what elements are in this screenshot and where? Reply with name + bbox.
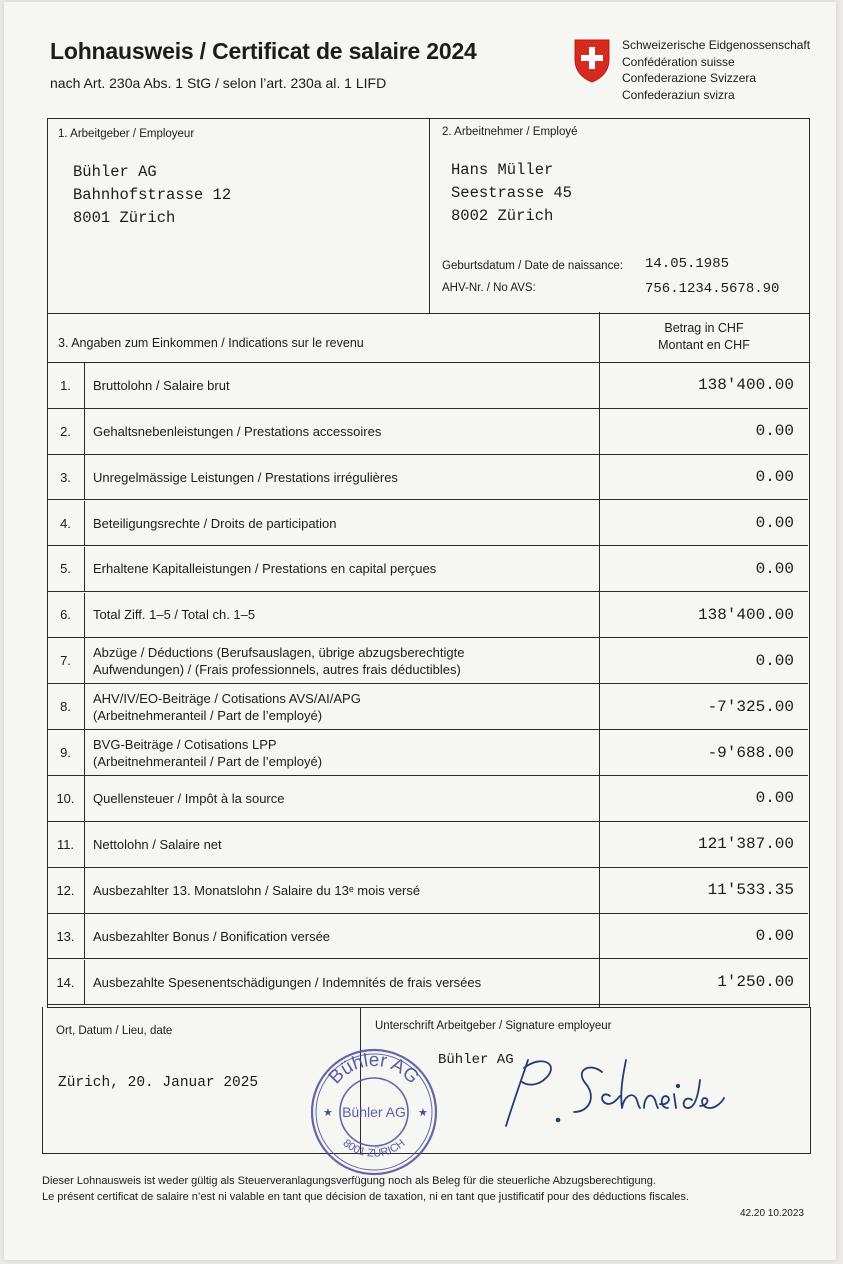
income-row-amount: 0.00 [755,789,794,808]
income-row-number: 7. [47,638,85,683]
income-section-label: 3. Angaben zum Einkommen / Indications sur le revenu [58,336,364,350]
income-row [47,638,808,684]
income-row-number: 10. [47,776,85,821]
employer-name: Bühler AG [73,163,157,181]
income-row-number: 8. [47,684,85,729]
income-row-description [93,684,588,729]
confederation-name-rm: Confederaziun svizra [622,87,735,102]
income-row-description [93,363,588,408]
income-row-description [93,547,588,592]
income-row-description-line: Erhaltene Kapitalleistungen / Prestations en capital perçues [93,561,437,577]
income-row-number: 11. [47,822,85,867]
amount-header-de: Betrag in CHF [664,321,744,335]
income-row-amount: 138'400.00 [697,376,794,395]
income-row-description-line: Unregelmässige Leistungen / Prestations irrégulières [93,469,398,485]
employer-street: Bahnhofstrasse 12 [73,186,232,204]
legal-notice-fr: Le présent certificat de salaire n’est ni valable en tant que décision de taxation, ni en tant que justificatif pour des déductions fiscales. [42,1190,689,1203]
income-row-description-line: Gehaltsnebenleistungen / Prestations accessoires [93,423,382,439]
stamp-star-left-icon: ★ [323,1107,333,1119]
income-row-description-line: Beteiligungsrechte / Droits de participation [93,515,337,531]
income-row-amount: 0.00 [755,422,794,441]
ahv-label: AHV-Nr. / No AVS: [442,282,536,294]
confederation-names [622,37,810,103]
birthdate-value: 14.05.1985 [645,256,730,272]
stamp-center-text: Bühler AG [342,1104,406,1120]
income-row-description-line: Total Ziff. 1–5 / Total ch. 1–5 [93,607,256,623]
amount-column-header [600,320,808,354]
employer-address [73,161,231,230]
signature-label: Unterschrift Arbeitgeber / Signature employeur [375,1020,612,1032]
company-stamp [306,1044,442,1180]
income-row-number: 3. [47,455,85,500]
employee-city: 8002 Zürich [451,207,554,225]
income-row-amount: 11'533.35 [707,881,794,900]
income-row [47,547,808,593]
income-row-description-line: (Arbeitnehmeranteil / Part de l’employé) [93,753,323,769]
income-row-description [93,638,588,683]
income-row-description [93,914,588,959]
document-title: Lohnausweis / Certificat de salaire 2024 [50,38,477,64]
income-row-amount: 0.00 [755,559,794,578]
confederation-name-de: Schweizerische Eidgenossenschaft [622,38,811,52]
income-row-number: 4. [47,501,85,546]
income-row-description [93,501,588,546]
stamp-star-right-icon: ★ [418,1107,428,1119]
income-row [47,593,808,639]
legal-notice [42,1174,689,1205]
stamp-top-text: Bühler AG [324,1049,423,1089]
employee-label: 2. Arbeitnehmer / Employé [442,126,578,138]
signature-company: Bühler AG [438,1052,514,1068]
income-row-description [93,868,588,913]
income-row [47,822,808,868]
income-row-amount: 0.00 [755,468,794,487]
income-row [47,363,808,409]
income-row-description-line: Abzüge / Déductions (Berufsauslagen, übrige abzugsberechtigte [93,644,465,660]
income-row [47,455,808,501]
income-row-description [93,593,588,638]
handwritten-signature [498,1050,728,1134]
income-row-description-line: Bruttolohn / Salaire brut [93,377,230,393]
income-row-number: 6. [47,593,85,638]
legal-notice-de: Dieser Lohnausweis ist weder gültig als Steuerveranlagungsverfügung noch als Beleg für die steuerliche Abzugsberechtigung. [42,1175,656,1187]
employee-address [451,159,572,228]
income-row-description-line: Aufwendungen) / (Frais professionnels, autres frais déductibles) [93,661,461,677]
income-row-number: 2. [47,409,85,454]
income-row-number: 13. [47,914,85,959]
income-row-description-line: AHV/IV/EO-Beiträge / Cotisations AVS/AI/APG [93,690,361,706]
parties-divider [429,118,430,313]
income-row-number: 9. [47,730,85,775]
income-row-description [93,455,588,500]
income-row [47,730,808,776]
employer-city: 8001 Zürich [73,209,176,227]
amount-header-fr: Montant en CHF [658,338,750,352]
income-row [47,776,808,822]
employer-label: 1. Arbeitgeber / Employeur [58,128,195,140]
document-subtitle: nach Art. 230a Abs. 1 StG / selon l’art. 230a al. 1 LIFD [50,75,387,91]
ahv-value: 756.1234.5678.90 [645,281,780,297]
income-row-description [93,822,588,867]
income-row-description-line: Quellensteuer / Impôt à la source [93,790,285,806]
income-row-description-line: Ausbezahlter Bonus / Bonification versée [93,928,331,944]
income-row [47,914,808,960]
income-row-description-line: Nettolohn / Salaire net [93,836,222,852]
swiss-cross-shield-icon [573,38,611,84]
income-row-description [93,409,588,454]
income-row [47,409,808,455]
confederation-name-fr: Confédération suisse [622,54,735,69]
income-row [47,501,808,547]
income-row-amount: 0.00 [755,927,794,946]
income-row-amount: 1'250.00 [717,973,794,992]
place-date-value: Zürich, 20. Januar 2025 [58,1075,259,1091]
form-number: 42.20 10.2023 [740,1208,804,1219]
income-row-description [93,776,588,821]
income-row [47,960,808,1006]
income-row-amount: 0.00 [755,514,794,533]
income-row [47,684,808,730]
employee-street: Seestrasse 45 [451,184,572,202]
income-row-amount: 138'400.00 [697,605,794,624]
income-row-description-line: (Arbeitnehmeranteil / Part de l’employé) [93,707,323,723]
income-row-number: 14. [47,960,85,1005]
income-row [47,868,808,914]
income-row-amount: 121'387.00 [697,835,794,854]
income-row-number: 12. [47,868,85,913]
place-date-label: Ort, Datum / Lieu, date [56,1025,173,1037]
income-row-number: 1. [47,363,85,408]
employee-name: Hans Müller [451,161,554,179]
income-row-description [93,730,588,775]
income-row-description [93,960,588,1005]
income-row-amount: 0.00 [755,651,794,670]
income-row-description-line: Ausbezahlte Spesenentschädigungen / Indemnités de frais versées [93,974,482,990]
income-row-description-line: BVG-Beiträge / Cotisations LPP [93,736,277,752]
income-row-description-line: Ausbezahlter 13. Monatslohn / Salaire du 13ᵉ mois versé [93,882,421,898]
income-row-amount: -7'325.00 [707,697,794,716]
confederation-name-it: Confederazione Svizzera [622,71,757,85]
birthdate-label: Geburtsdatum / Date de naissance: [442,260,623,272]
stamp-bottom-text: 8001 ZÜRICH [340,1137,408,1160]
income-row-number: 5. [47,547,85,592]
income-row-amount: -9'688.00 [707,743,794,762]
